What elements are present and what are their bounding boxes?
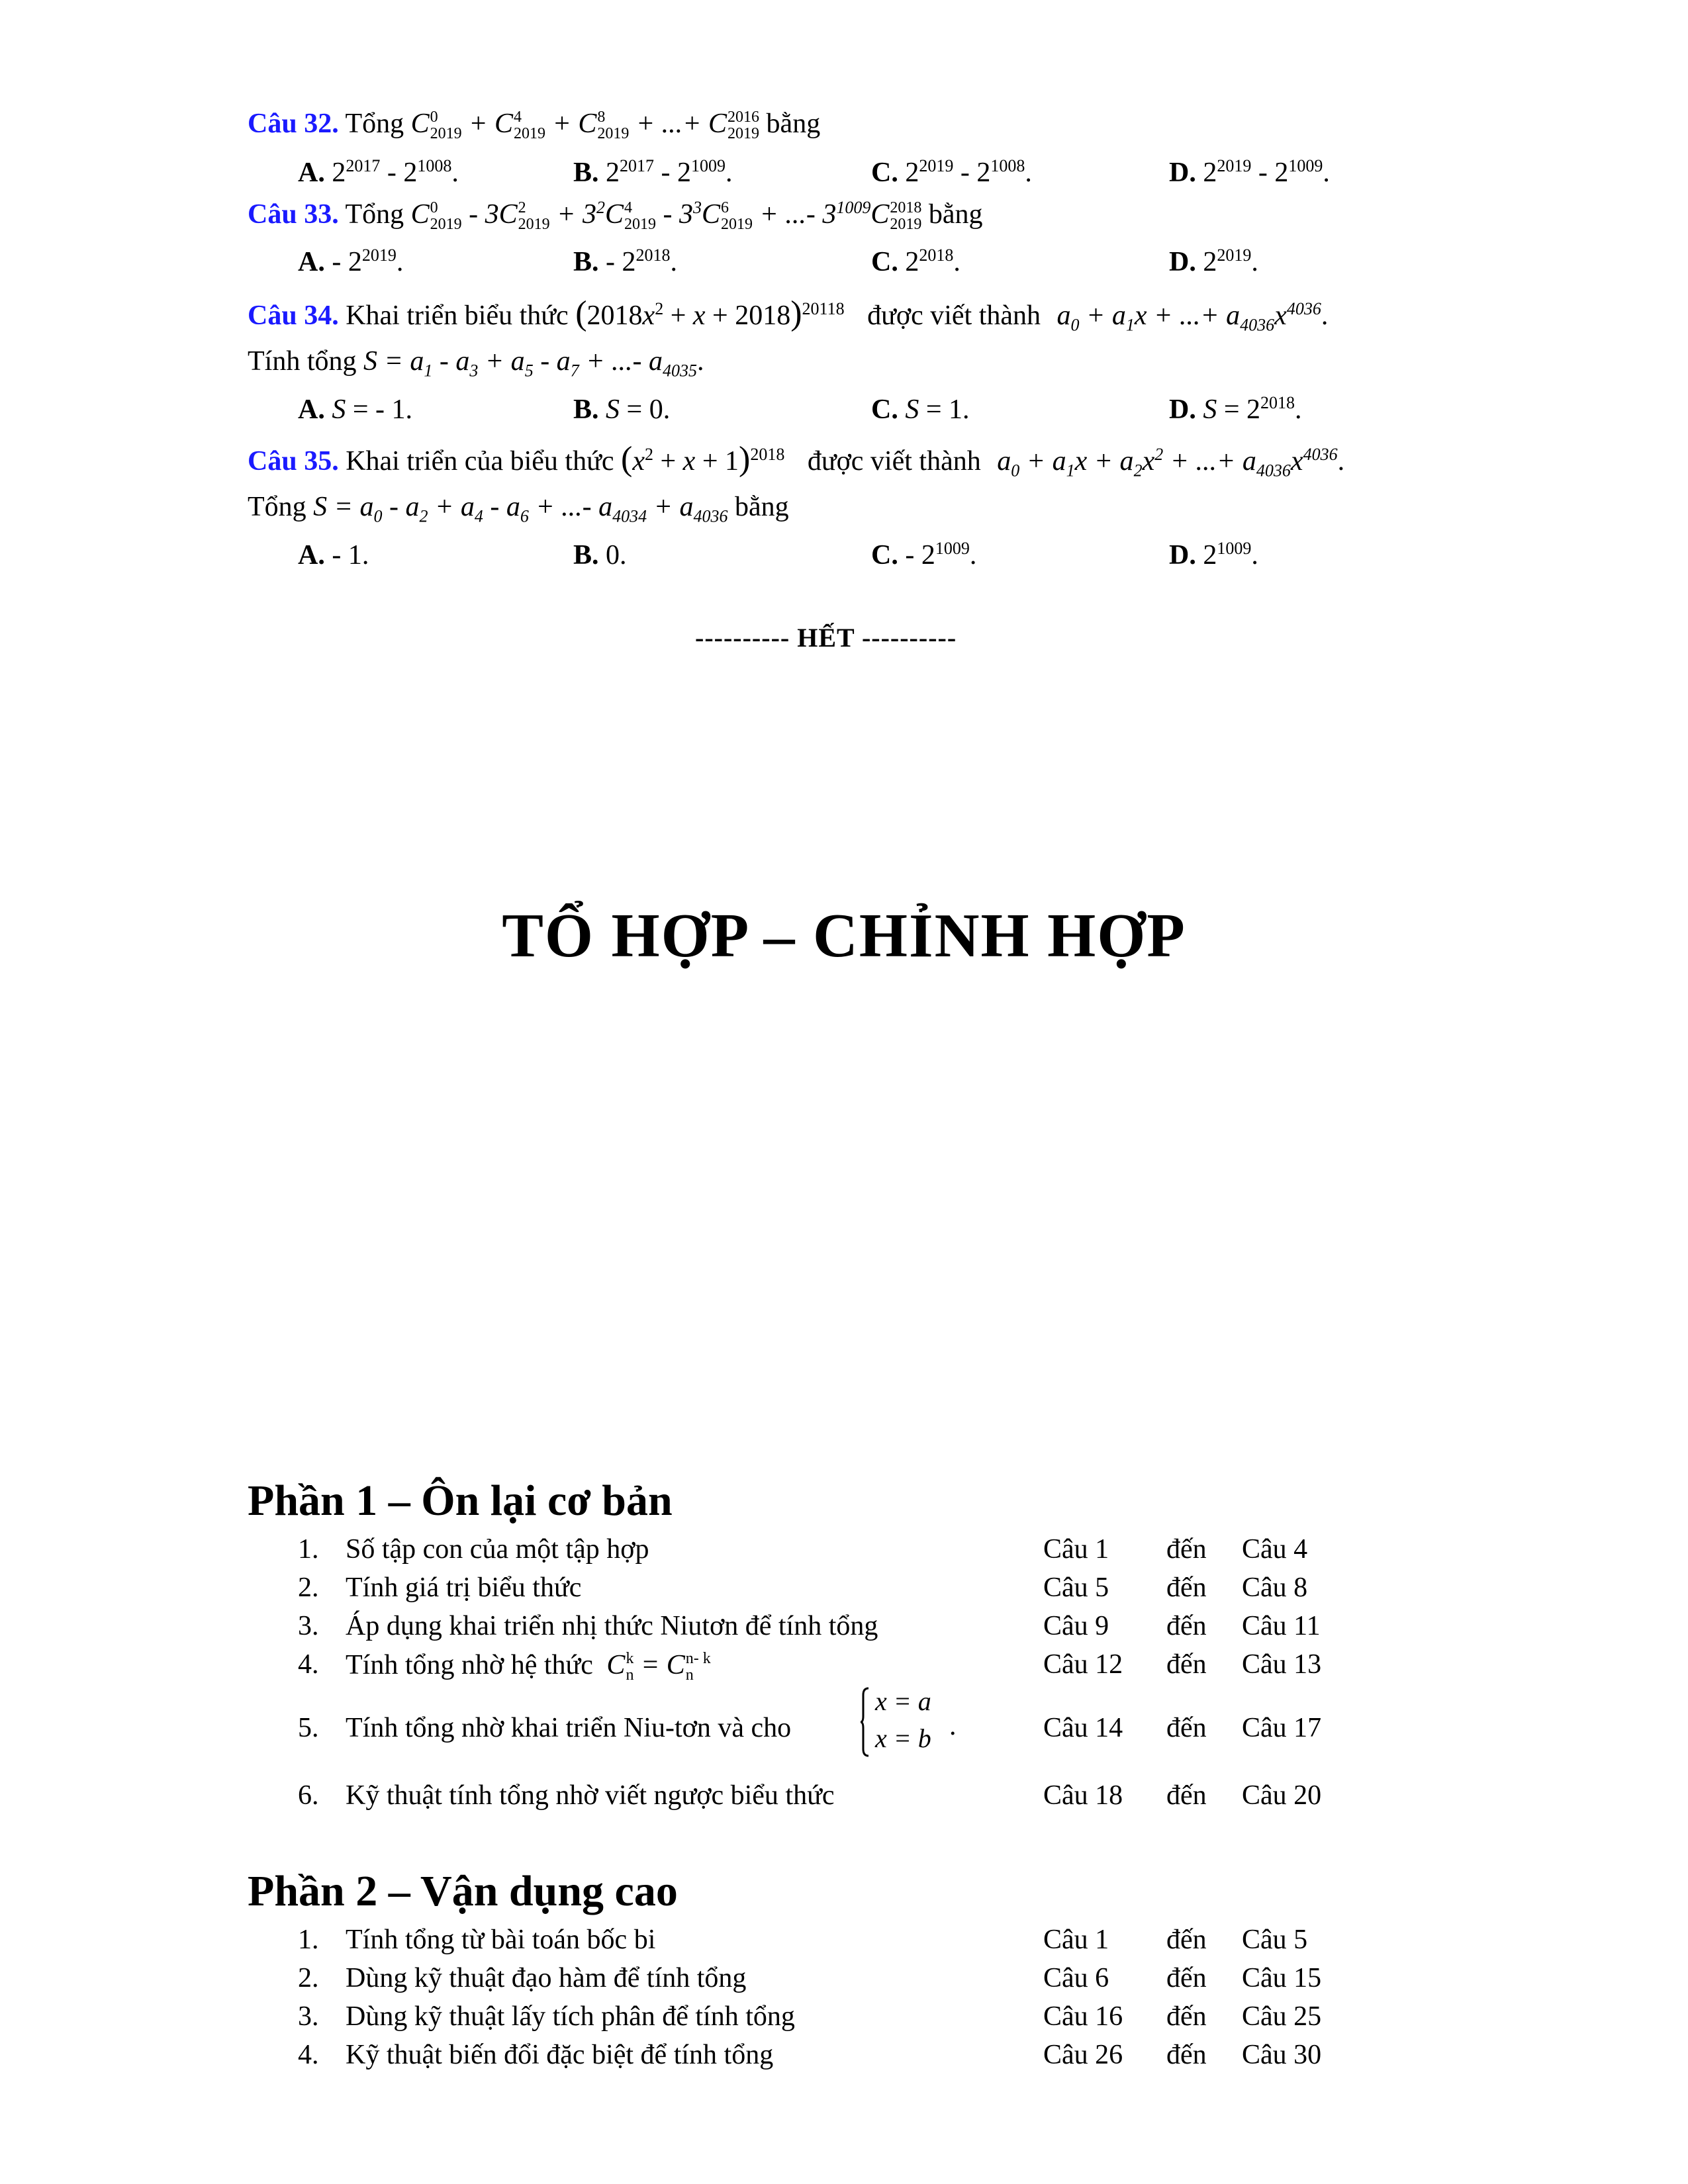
list-item-from: Câu 1: [1043, 1925, 1109, 1955]
list-item-to-word: đến: [1166, 1649, 1207, 1680]
list-item-text: Dùng kỹ thuật đạo hàm để tính tổng: [346, 1963, 747, 1993]
list-item-to: Câu 15: [1242, 1963, 1322, 1993]
question-34-polynomial: $a_0 + a_1x$ + ...+ $a_{4036}x^{4036}$: [1056, 299, 1321, 335]
list-item-to: Câu 30: [1242, 2040, 1322, 2070]
list-item-text: Tính tổng nhờ khai triển Niu-tơn và cho: [346, 1713, 792, 1743]
curly-brace-icon: [859, 1686, 872, 1758]
list-item-to-word: đến: [1166, 1925, 1207, 1955]
list-item-to: Câu 11: [1242, 1611, 1321, 1641]
list-item-num: 4.: [298, 1649, 319, 1680]
list-item-num: 4.: [298, 2040, 319, 2070]
question-35-middle: được viết thành: [807, 446, 981, 477]
q33-choice-a: A. - $2^{2019}$.: [298, 246, 404, 277]
list-item-from: Câu 5: [1043, 1572, 1109, 1603]
list-item-to: Câu 13: [1242, 1649, 1322, 1680]
q34-choice-c: C. S = 1.: [871, 394, 970, 425]
list-item-to-word: đến: [1166, 2040, 1207, 2070]
list-item-to-word: đến: [1166, 1572, 1207, 1603]
question-34-middle: được viết thành: [867, 300, 1041, 331]
question-34: Câu 34. Khai triển biểu thức $(2018x^2 + x + 2018)^{20118}$ được viết thành $a_0 + a_1x$ + ...+ $a_{4036}x^{4036}$.: [248, 295, 1329, 335]
list-item-text: Tính tổng từ bài toán bốc bi: [346, 1925, 656, 1955]
question-32: [248, 109, 820, 142]
list-item-text: Tính giá trị biểu thức: [346, 1572, 582, 1603]
end-marker: ---------- HẾT ----------: [695, 623, 957, 653]
list-item-from: Câu 14: [1043, 1713, 1123, 1743]
question-33-label: Câu 33.: [248, 199, 339, 230]
question-32-formula: C 0 2019 + C 4 2019 + C 8 2019 + ...+ C 2016 2019: [410, 108, 760, 143]
q33-choice-b: B. - $2^{2018}$.: [573, 246, 678, 277]
question-32-suffix: bằng: [766, 108, 821, 139]
list-item-from: Câu 9: [1043, 1611, 1109, 1641]
list-item-num: 6.: [298, 1780, 319, 1811]
q34-choice-b: B. S = 0.: [573, 394, 671, 425]
list-item-num: 2.: [298, 1572, 319, 1603]
list-item-text: Kỹ thuật biến đổi đặc biệt để tính tổng: [346, 2040, 774, 2070]
list-item-from: Câu 18: [1043, 1780, 1123, 1811]
q35-choice-c: C. - $2^{1009}$.: [871, 539, 977, 570]
q32-choice-d: D. $2^{2019} - 2^{1009}$.: [1169, 156, 1330, 188]
list-item-text: Dùng kỹ thuật lấy tích phân để tính tổng: [346, 2001, 795, 2032]
q35-choice-d: D. $2^{1009}$.: [1169, 539, 1258, 570]
question-34-line2-prefix: Tính tổng: [248, 346, 357, 377]
system-line-1: x = a: [875, 1686, 931, 1716]
question-35-label: Câu 35.: [248, 446, 339, 477]
question-34-prefix: Khai triển biểu thức: [346, 300, 569, 331]
list-item-num: 2.: [298, 1963, 319, 1993]
list-item-to: Câu 5: [1242, 1925, 1308, 1955]
list-item-to-word: đến: [1166, 1713, 1207, 1743]
list-item-from: Câu 12: [1043, 1649, 1123, 1680]
piecewise-system: x = a x = b .: [859, 1686, 959, 1758]
question-35-sum-formula: $S = a_0 - a_2 + a_4 - a_6$ + ...- $a_{4034} + a_{4036}$: [313, 492, 728, 526]
q34-choice-d: D. $S = 2^{2018}$.: [1169, 393, 1302, 425]
list-item-to-word: đến: [1166, 1780, 1207, 1811]
part1-heading: Phần 1 – Ôn lại cơ bản: [248, 1477, 673, 1525]
question-34-line2: Tính tổng $S = a_1 - a_3 + a_5 - a_7$ + ...- $a_{4035}$.: [248, 346, 704, 381]
list-item-text: Tính tổng nhờ hệ thức C k n = C n- k n: [346, 1649, 711, 1684]
q33-choice-d: D. $2^{2019}$.: [1169, 246, 1258, 277]
q33-choice-c: C. $2^{2018}$.: [871, 246, 961, 277]
q35-choice-a: A. - 1.: [298, 540, 369, 570]
list-item-to: Câu 17: [1242, 1713, 1322, 1743]
q34-choice-a: A. S = - 1.: [298, 394, 413, 425]
system-line-2: x = b: [875, 1723, 931, 1753]
question-33-formula: C 0 2019 - 3C 2 2019 + $3^2C$ 4 2019 - $3^3C$ 6 2019 + ...- $3^{1009}C$ 2018 2019: [410, 197, 922, 234]
question-35-line2-suffix: bằng: [735, 492, 789, 522]
list-item-text: Kỹ thuật tính tổng nhờ viết ngược biểu thức: [346, 1780, 835, 1811]
list-item-text: Số tập con của một tập hợp: [346, 1534, 649, 1565]
list-item-to: Câu 25: [1242, 2001, 1322, 2032]
question-32-label: Câu 32.: [248, 108, 339, 139]
q32-choice-a: A. $2^{2017} - 2^{1008}$.: [298, 156, 459, 188]
list-item-to: Câu 8: [1242, 1572, 1308, 1603]
list-item-from: Câu 16: [1043, 2001, 1123, 2032]
question-33: [248, 197, 983, 234]
part2-heading: Phần 2 – Vận dụng cao: [248, 1867, 678, 1915]
question-35-line2-prefix: Tổng: [248, 492, 306, 522]
list-item-num: 1.: [298, 1925, 319, 1955]
list-item-num: 1.: [298, 1534, 319, 1565]
question-33-suffix: bằng: [928, 199, 983, 230]
question-35-prefix: Khai triển của biểu thức: [346, 446, 614, 477]
q35-choice-b: B. 0.: [573, 540, 627, 570]
identity-formula: C k n = C n- k n: [606, 1649, 711, 1684]
list-item-to: Câu 20: [1242, 1780, 1322, 1811]
list-item-text: Áp dụng khai triển nhị thức Niutơn để tính tổng: [346, 1611, 878, 1641]
q32-choice-c: C. $2^{2019} - 2^{1008}$.: [871, 156, 1032, 188]
question-33-prefix: Tổng: [345, 199, 404, 230]
question-34-expression: $(2018x^2 + x + 2018)^{20118}$: [575, 295, 845, 332]
list-item-to-word: đến: [1166, 2001, 1207, 2032]
question-35: Câu 35. Khai triển của biểu thức $(x^2 + x + 1)^{2018}$ được viết thành $a_0 + a_1x + a_2x^2$ + ...+ $a_{4036}x^{4036}$.: [248, 440, 1345, 480]
main-title: TỔ HỢP – CHỈNH HỢP: [502, 901, 1186, 970]
q32-choice-b: B. $2^{2017} - 2^{1009}$.: [573, 156, 733, 188]
list-item-num: 3.: [298, 2001, 319, 2032]
question-32-prefix: Tổng: [345, 108, 404, 139]
list-item-to-word: đến: [1166, 1963, 1207, 1993]
list-item-to-word: đến: [1166, 1534, 1207, 1565]
list-item-to: Câu 4: [1242, 1534, 1308, 1565]
list-item-from: Câu 6: [1043, 1963, 1109, 1993]
question-34-label: Câu 34.: [248, 300, 339, 331]
list-item-from: Câu 26: [1043, 2040, 1123, 2070]
list-item-num: 5.: [298, 1713, 319, 1743]
list-item-from: Câu 1: [1043, 1534, 1109, 1565]
list-item-num: 3.: [298, 1611, 319, 1641]
question-35-polynomial: $a_0 + a_1x + a_2x^2$ + ...+ $a_{4036}x^{4036}$: [997, 445, 1338, 480]
question-35-expression: $(x^2 + x + 1)^{2018}$: [620, 440, 785, 478]
question-34-sum-formula: $S = a_1 - a_3 + a_5 - a_7$ + ...- $a_{4035}$: [363, 346, 698, 381]
question-35-line2: [248, 492, 789, 526]
list-item-to-word: đến: [1166, 1611, 1207, 1641]
